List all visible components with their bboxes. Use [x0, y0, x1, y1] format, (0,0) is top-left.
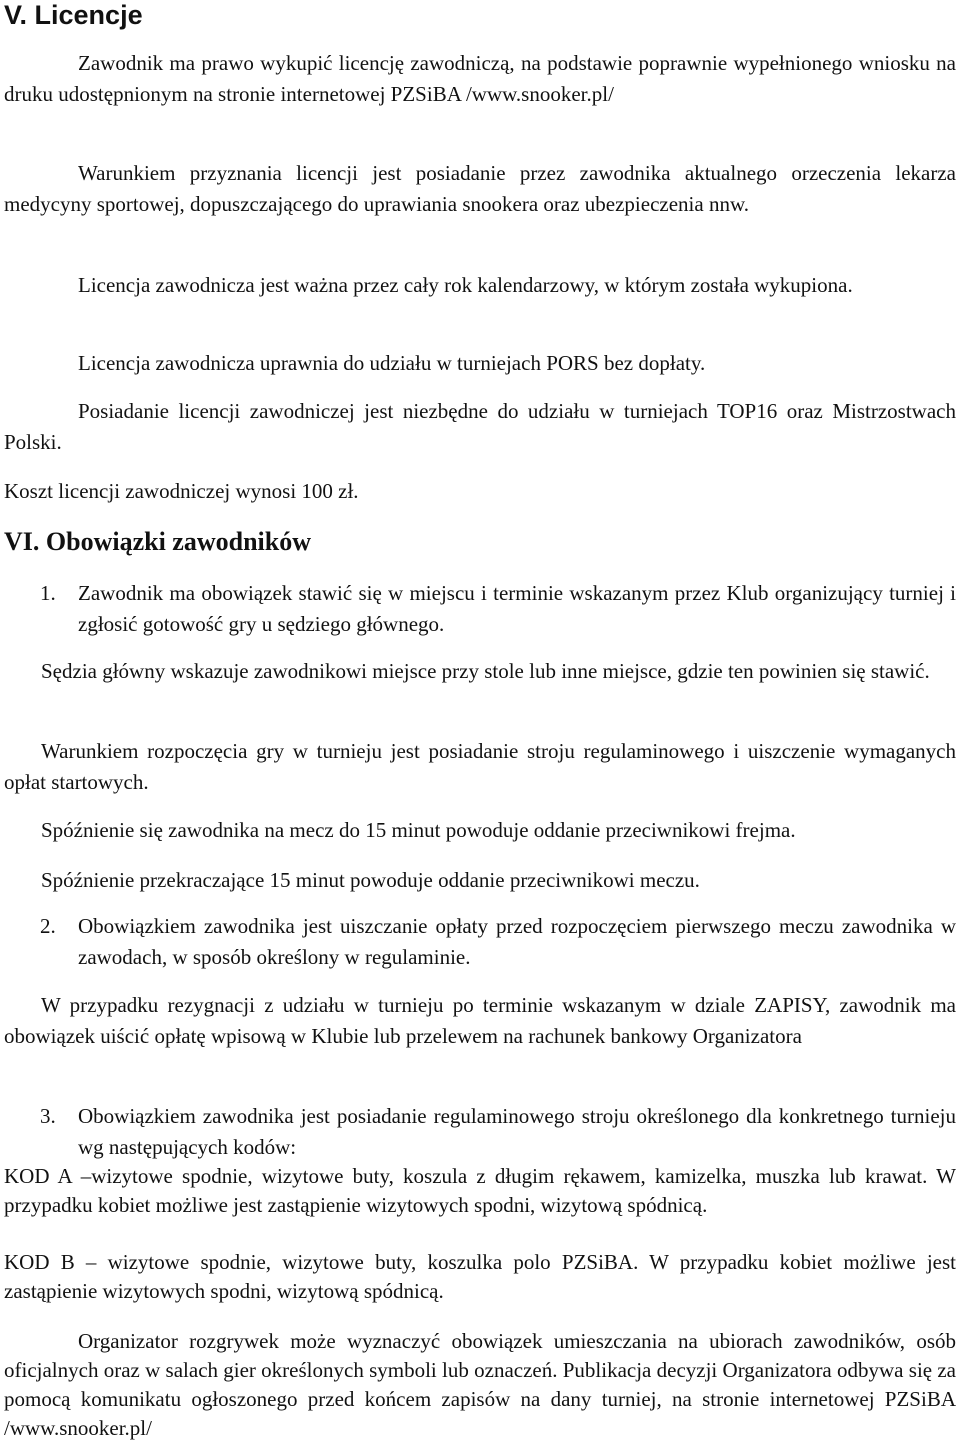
- section-heading-obowiazki: VI. Obowiązki zawodników: [4, 527, 311, 556]
- list-number: 2.: [40, 914, 56, 938]
- list-item-text: Obowiązkiem zawodnika jest posiadanie regulaminowego stroju określonego dla konkretnego turnieju wg następujących kodów:: [78, 1104, 956, 1159]
- paragraph-kod-a: KOD A –wizytowe spodnie, wizytowe buty, koszula z długim rękawem, kamizelka, muszka lub krawat. W przypadku kobiet możliwe jest zastąpienie wizytowych spodni, wizytową spódnicą.: [4, 1164, 956, 1217]
- paragraph-sedzia-glowny: Sędzia główny wskazuje zawodnikowi miejsce przy stole lub inne miejsce, gdzie ten powinien się stawić.: [41, 659, 930, 683]
- paragraph-warunek-przyznania: Warunkiem przyznania licencji jest posiadanie przez zawodnika aktualnego orzeczenia lekarza medycyny sportowej, dopuszczającego do uprawiania snookera oraz ubezpieczenia nnw.: [4, 161, 956, 216]
- paragraph-koszt-licencji: Koszt licencji zawodniczej wynosi 100 zł.: [4, 479, 359, 503]
- list-number: 3.: [40, 1104, 56, 1128]
- paragraph-uprawnienia-licencji: Licencja zawodnicza uprawnia do udziału w turniejach PORS bez dopłaty.: [78, 351, 706, 375]
- paragraph-rezygnacja: W przypadku rezygnacji z udziału w turnieju po terminie wskazanym w dziale ZAPISY, zawodnik ma obowiązek uiścić opłatę wpisową w Klubie lub przelewem na rachunek bankowy Organizatora: [4, 993, 956, 1048]
- list-item-1: [4, 578, 956, 640]
- list-item-2: [4, 911, 956, 973]
- list-number: 1.: [40, 581, 56, 605]
- list-item-3: [4, 1101, 956, 1163]
- list-item-text: Zawodnik ma obowiązek stawić się w miejscu i terminie wskazanym przez Klub organizujący turniej i zgłosić gotowość gry u sędziego głównego.: [78, 581, 956, 636]
- paragraph-spoznienie-mecz: Spóźnienie przekraczające 15 minut powoduje oddanie przeciwnikowi meczu.: [41, 868, 700, 892]
- paragraph-licencja-prawo: Zawodnik ma prawo wykupić licencję zawodniczą, na podstawie poprawnie wypełnionego wniosku na druku udostępnionym na stronie internetowej PZSiBA /www.snooker.pl/: [4, 51, 956, 106]
- paragraph-spoznienie-frejm: Spóźnienie się zawodnika na mecz do 15 minut powoduje oddanie przeciwnikowi frejma.: [41, 818, 796, 842]
- paragraph-kod-b: KOD B – wizytowe spodnie, wizytowe buty, koszulka polo PZSiBA. W przypadku kobiet możliwe jest zastąpienie wizytowych spodni, wizytową spódnicą.: [4, 1250, 956, 1303]
- paragraph-niezbednosc-licencji: Posiadanie licencji zawodniczej jest niezbędne do udziału w turniejach TOP16 oraz Mistrzostwach Polski.: [4, 399, 956, 454]
- paragraph-warunek-rozpoczecia: Warunkiem rozpoczęcia gry w turnieju jest posiadanie stroju regulaminowego i uiszczenie wymaganych opłat startowych.: [4, 739, 956, 794]
- list-item-text: Obowiązkiem zawodnika jest uiszczanie opłaty przed rozpoczęciem pierwszego meczu zawodnika w zawodach, w sposób określony w regulaminie.: [78, 914, 956, 969]
- section-heading-licencje: V. Licencje: [4, 0, 143, 30]
- paragraph-waznosc-licencji: Licencja zawodnicza jest ważna przez cały rok kalendarzowy, w którym została wykupiona.: [78, 273, 853, 297]
- paragraph-organizator-symbole: Organizator rozgrywek może wyznaczyć obowiązek umieszczania na ubiorach zawodników, osób oficjalnych oraz w salach gier określonych symboli lub oznaczeń. Publikacja decyzji Organizatora odbywa się za pomocą komunikatu ogłoszonego przed końcem zapisów na dany turniej, na stronie internetowej PZSiBA /www.snooker.pl/: [4, 1329, 956, 1440]
